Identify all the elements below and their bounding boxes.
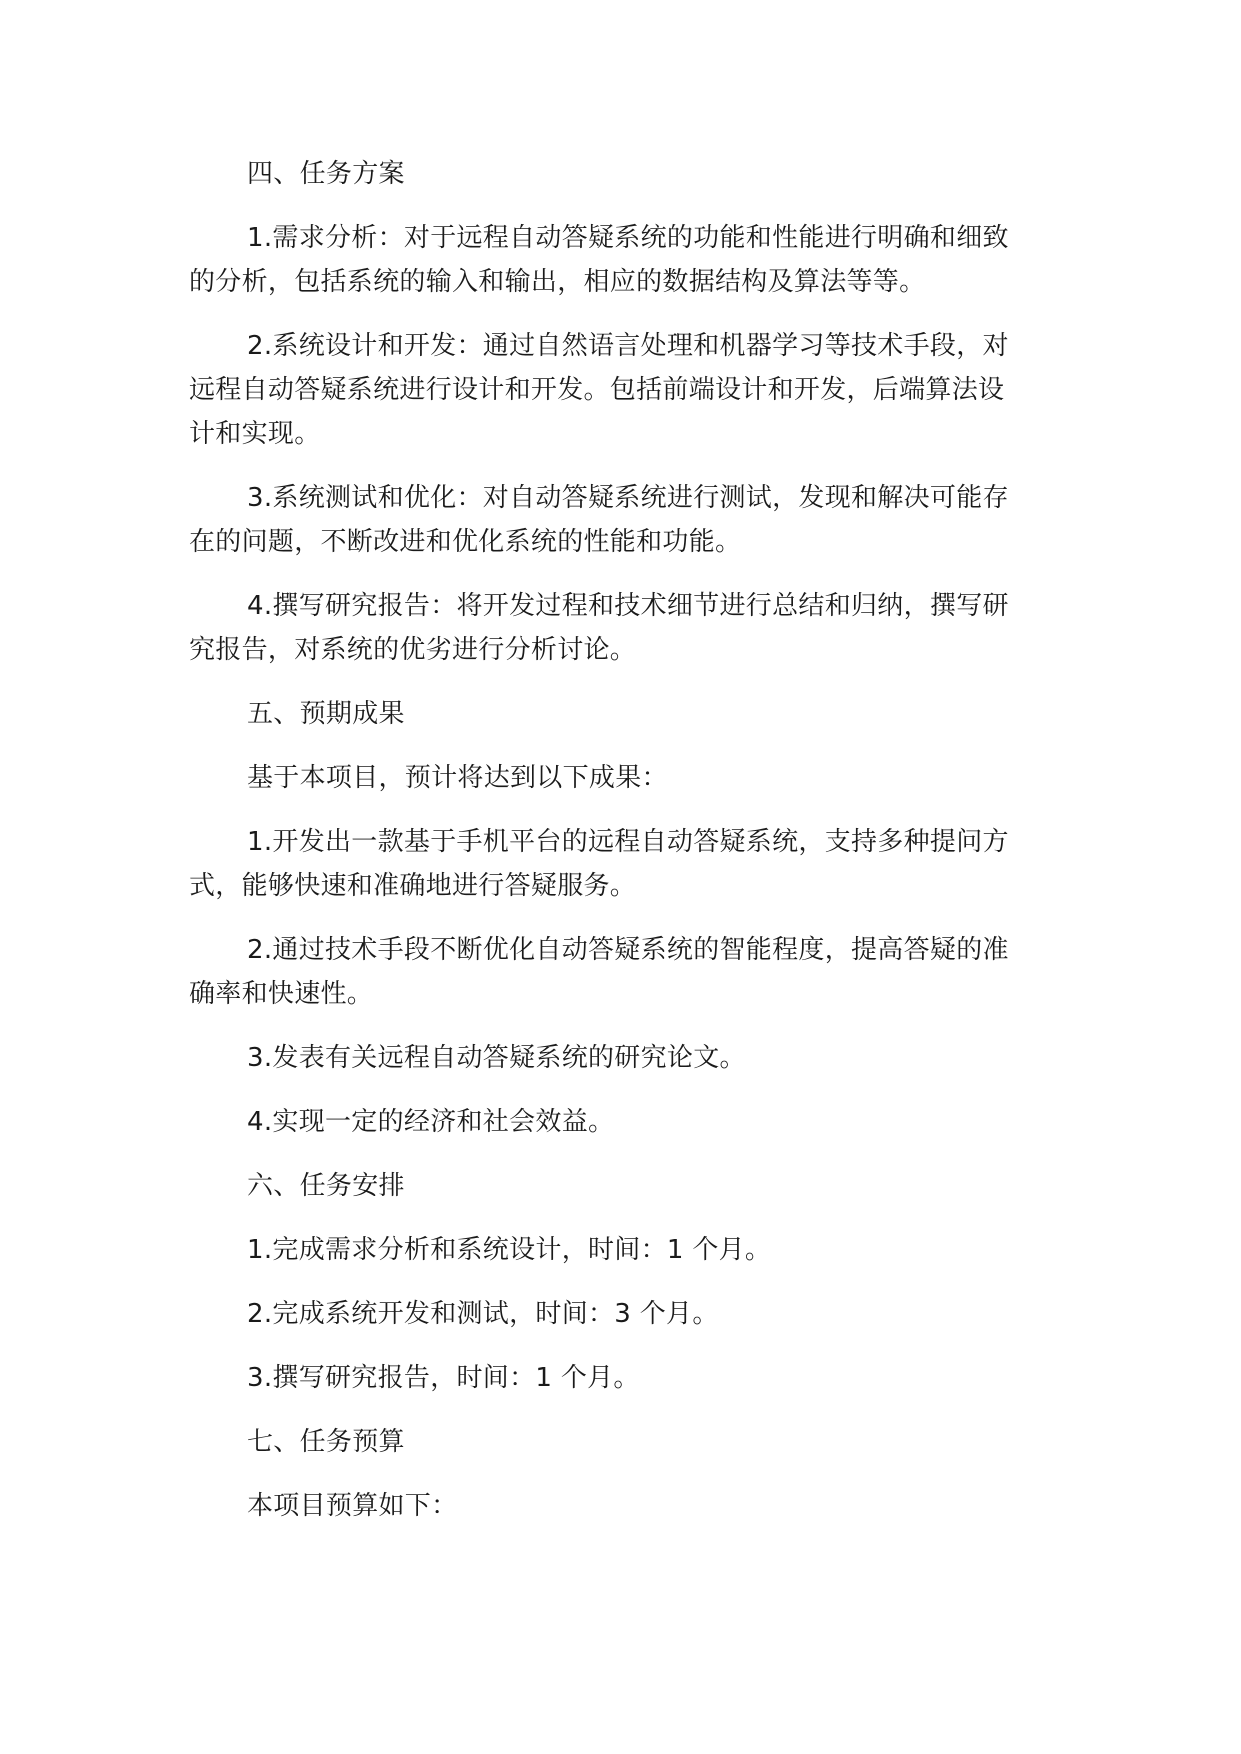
section-4-heading: 四、任务方案 <box>247 159 405 189</box>
section-5-item-4: 4.实现一定的经济和社会效益。 <box>247 1107 615 1137</box>
section-6-heading: 六、任务安排 <box>247 1171 405 1201</box>
section-6-item-1: 1.完成需求分析和系统设计，时间：1 个月。 <box>247 1235 772 1265</box>
section-4-item-4: 4.撰写研究报告：将开发过程和技术细节进行总结和归纳，撰写研究报告，对系统的优劣进行分析讨论。 <box>189 591 1009 665</box>
section-6-item-3: 3.撰写研究报告，时间：1 个月。 <box>247 1363 640 1393</box>
section-5-item-2: 2.通过技术手段不断优化自动答疑系统的智能程度，提高答疑的准确率和快速性。 <box>189 935 1009 1009</box>
document-body <box>189 152 1029 1548</box>
section-7-heading: 七、任务预算 <box>247 1427 405 1457</box>
section-5-item-1: 1.开发出一款基于手机平台的远程自动答疑系统，支持多种提问方式，能够快速和准确地进行答疑服务。 <box>189 827 1009 901</box>
section-4-item-3: 3.系统测试和优化：对自动答疑系统进行测试，发现和解决可能存在的问题，不断改进和优化系统的性能和功能。 <box>189 483 1009 557</box>
section-5-item-3: 3.发表有关远程自动答疑系统的研究论文。 <box>247 1043 746 1073</box>
section-5-intro: 基于本项目，预计将达到以下成果： <box>247 763 668 793</box>
section-4-item-1: 1.需求分析：对于远程自动答疑系统的功能和性能进行明确和细致的分析，包括系统的输入和输出，相应的数据结构及算法等等。 <box>189 223 1009 297</box>
section-5-heading: 五、预期成果 <box>247 699 405 729</box>
section-4-item-2: 2.系统设计和开发：通过自然语言处理和机器学习等技术手段，对远程自动答疑系统进行设计和开发。包括前端设计和开发，后端算法设计和实现。 <box>189 331 1009 449</box>
section-6-item-2: 2.完成系统开发和测试，时间：3 个月。 <box>247 1299 719 1329</box>
section-7-intro: 本项目预算如下： <box>247 1491 458 1521</box>
